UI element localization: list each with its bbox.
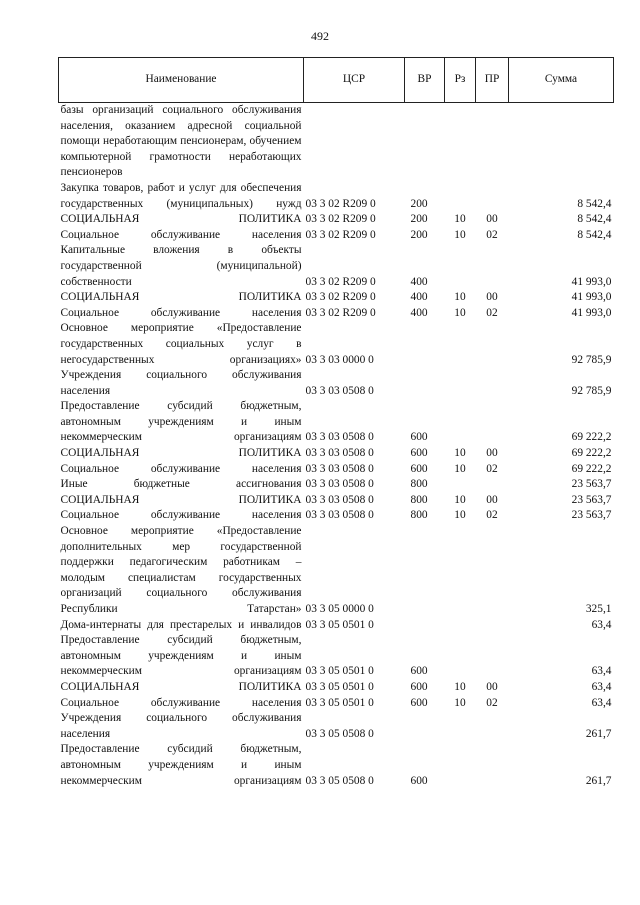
row-sum: 41 993,0 — [571, 306, 612, 319]
row-sum: 69 222,2 — [571, 447, 612, 460]
row-name: СОЦИАЛЬНАЯ ПОЛИТИКА — [60, 493, 302, 506]
table-row — [59, 462, 614, 478]
row-csr: 03 3 05 0501 0 — [305, 680, 374, 693]
row-csr: 03 3 03 0508 0 — [305, 431, 374, 444]
row-name: Предоставление субсидий бюджетным, автономным учреждениям и иным некоммерческим организациям — [60, 634, 302, 678]
row-sum: 23 563,7 — [571, 478, 612, 491]
table-row — [59, 477, 614, 493]
row-pr: 02 — [486, 696, 498, 709]
row-name: Социальное обслуживание населения — [60, 696, 302, 709]
row-name: СОЦИАЛЬНАЯ ПОЛИТИКА — [60, 680, 302, 693]
row-sum: 63,4 — [591, 680, 612, 693]
row-csr: 03 3 03 0508 0 — [305, 384, 374, 397]
row-csr: 03 3 03 0508 0 — [305, 478, 374, 491]
row-pr — [476, 742, 509, 789]
row-sum: 8 542,4 — [577, 197, 612, 210]
table-row — [59, 508, 614, 524]
page-number: 492 — [311, 29, 329, 43]
row-pr: 02 — [486, 306, 498, 319]
table-row — [59, 321, 614, 368]
table-row — [59, 493, 614, 509]
row-vr: 600 — [410, 680, 428, 693]
row-sum: 63,4 — [591, 665, 612, 678]
row-csr: 03 3 02 R209 0 — [305, 291, 376, 304]
table-row — [59, 306, 614, 322]
row-name: Учреждения социального обслуживания населения — [60, 369, 302, 397]
row-pr — [476, 399, 509, 446]
budget-table — [58, 57, 614, 789]
table-row — [59, 618, 614, 634]
row-vr: 400 — [410, 291, 428, 304]
row-pr — [476, 103, 509, 181]
table-body — [59, 103, 614, 790]
table-row — [59, 399, 614, 446]
row-csr: 03 3 02 R209 0 — [305, 275, 376, 288]
row-vr: 400 — [410, 275, 428, 288]
row-vr — [405, 711, 445, 742]
row-rz: 10 — [454, 291, 466, 304]
row-name: Социальное обслуживание населения — [60, 462, 302, 475]
table-header-row — [59, 58, 614, 103]
row-pr — [476, 321, 509, 368]
row-pr: 02 — [486, 228, 498, 241]
row-sum: 8 542,4 — [577, 213, 612, 226]
row-rz: 10 — [454, 493, 466, 506]
row-pr — [476, 243, 509, 290]
row-csr: 03 3 05 0501 0 — [305, 665, 374, 678]
row-rz: 10 — [454, 228, 466, 241]
row-name: Учреждения социального обслуживания населения — [60, 712, 302, 740]
row-rz — [445, 368, 476, 399]
table-row — [59, 524, 614, 618]
row-rz — [445, 103, 476, 181]
row-sum: 8 542,4 — [577, 228, 612, 241]
row-vr: 600 — [410, 462, 428, 475]
row-sum: 92 785,9 — [571, 384, 612, 397]
row-pr — [476, 477, 509, 493]
row-sum: 41 993,0 — [571, 291, 612, 304]
table-row — [59, 212, 614, 228]
row-pr: 00 — [486, 680, 498, 693]
row-name: Социальное обслуживание населения — [60, 509, 302, 522]
table-row — [59, 711, 614, 742]
row-pr: 02 — [486, 509, 498, 522]
row-csr: 03 3 03 0508 0 — [305, 447, 374, 460]
row-vr: 800 — [410, 509, 428, 522]
header-sum: Сумма — [509, 58, 614, 103]
row-name: СОЦИАЛЬНАЯ ПОЛИТИКА — [60, 447, 302, 460]
row-name: базы организаций социального обслуживания населения, оказанием адресной социальной помощи неработающим пенсионерам, обучением компьютерной грамотности неработающих пенсионеров — [60, 104, 302, 179]
row-vr — [405, 368, 445, 399]
row-pr — [476, 711, 509, 742]
table-row — [59, 696, 614, 712]
table-row — [59, 290, 614, 306]
row-sum — [509, 103, 614, 181]
row-sum: 63,4 — [591, 618, 612, 631]
row-rz: 10 — [454, 447, 466, 460]
row-name: Капитальные вложения в объекты государственной (муниципальной) собственности — [60, 244, 302, 288]
row-rz: 10 — [454, 306, 466, 319]
row-name: СОЦИАЛЬНАЯ ПОЛИТИКА — [60, 291, 302, 304]
row-pr — [476, 524, 509, 618]
row-name: Иные бюджетные ассигнования — [60, 478, 302, 491]
row-name: Предоставление субсидий бюджетным, автономным учреждениям и иным некоммерческим организациям — [60, 400, 302, 444]
row-csr: 03 3 02 R209 0 — [305, 306, 376, 319]
row-pr: 00 — [486, 493, 498, 506]
row-vr: 200 — [410, 213, 428, 226]
row-sum: 69 222,2 — [571, 462, 612, 475]
row-csr: 03 3 05 0508 0 — [305, 727, 374, 740]
row-vr: 200 — [410, 228, 428, 241]
row-sum: 23 563,7 — [571, 509, 612, 522]
row-vr: 600 — [410, 696, 428, 709]
table-row — [59, 680, 614, 696]
table-row — [59, 243, 614, 290]
row-rz: 10 — [454, 509, 466, 522]
row-sum: 261,7 — [585, 774, 612, 787]
row-csr: 03 3 05 0508 0 — [305, 774, 374, 787]
row-vr: 200 — [410, 197, 428, 210]
row-rz — [445, 711, 476, 742]
table-row — [59, 181, 614, 212]
row-csr: 03 3 05 0000 0 — [305, 603, 374, 615]
row-rz — [445, 181, 476, 212]
row-rz: 10 — [454, 680, 466, 693]
row-vr: 400 — [410, 306, 428, 319]
row-name: Основное мероприятие «Предоставление государственных социальных услуг в негосударственных организациях» — [60, 322, 302, 366]
header-name: Наименование — [59, 58, 304, 103]
row-csr: 03 3 03 0508 0 — [305, 462, 374, 475]
row-vr: 800 — [410, 478, 428, 491]
row-name: Предоставление субсидий бюджетным, автономным учреждениям и иным некоммерческим организациям — [60, 743, 302, 787]
row-pr: 00 — [486, 291, 498, 304]
table-row — [59, 368, 614, 399]
row-vr — [405, 618, 445, 634]
row-rz — [445, 742, 476, 789]
row-csr: 03 3 03 0508 0 — [305, 509, 374, 522]
row-sum: 92 785,9 — [571, 353, 612, 366]
row-rz — [445, 633, 476, 680]
row-name: Социальное обслуживание населения — [60, 228, 302, 241]
row-name: Дома-интернаты для престарелых и инвалидов — [60, 618, 302, 631]
row-vr: 600 — [410, 431, 428, 444]
row-name: Закупка товаров, работ и услуг для обеспечения государственных (муниципальных) нужд — [60, 181, 302, 210]
row-vr: 600 — [410, 447, 428, 460]
header-rz: Рз — [445, 58, 476, 103]
row-rz — [445, 399, 476, 446]
row-name: Социальное обслуживание населения — [60, 306, 302, 319]
row-vr: 600 — [410, 774, 428, 787]
row-rz — [445, 477, 476, 493]
row-csr: 03 3 05 0501 0 — [305, 696, 374, 709]
row-csr: 03 3 05 0501 0 — [305, 618, 374, 631]
row-sum: 325,1 — [585, 603, 612, 615]
row-pr: 02 — [486, 462, 498, 475]
row-csr: 03 3 02 R209 0 — [305, 228, 376, 241]
row-csr: 03 3 02 R209 0 — [305, 213, 376, 226]
row-csr — [304, 103, 405, 181]
row-csr: 03 3 03 0000 0 — [305, 353, 374, 366]
row-sum: 69 222,2 — [571, 431, 612, 444]
row-pr — [476, 633, 509, 680]
row-rz: 10 — [454, 462, 466, 475]
row-vr: 600 — [410, 665, 428, 678]
row-pr — [476, 181, 509, 212]
row-pr: 00 — [486, 213, 498, 226]
header-pr: ПР — [476, 58, 509, 103]
row-pr — [476, 618, 509, 634]
header-vr: ВР — [405, 58, 445, 103]
table-row — [59, 446, 614, 462]
row-name: СОЦИАЛЬНАЯ ПОЛИТИКА — [60, 213, 302, 226]
row-rz — [445, 243, 476, 290]
row-rz — [445, 524, 476, 618]
table-row — [59, 103, 614, 181]
table-row — [59, 742, 614, 789]
row-csr: 03 3 03 0508 0 — [305, 493, 374, 506]
row-rz: 10 — [454, 213, 466, 226]
row-rz — [445, 321, 476, 368]
row-pr: 00 — [486, 447, 498, 460]
row-vr — [405, 103, 445, 181]
row-vr — [405, 524, 445, 618]
row-vr — [405, 321, 445, 368]
table-row — [59, 228, 614, 244]
row-sum: 41 993,0 — [571, 275, 612, 288]
row-pr — [476, 368, 509, 399]
row-csr: 03 3 02 R209 0 — [305, 197, 376, 210]
row-rz — [445, 618, 476, 634]
row-name: Основное мероприятие «Предоставление дополнительных мер государственной поддержки педагогическим работникам – молодым специалистам государственных организаций социального обслуживания Республики Татарстан» — [60, 525, 302, 615]
row-rz: 10 — [454, 696, 466, 709]
header-csr: ЦСР — [304, 58, 405, 103]
row-sum: 261,7 — [585, 727, 612, 740]
table-row — [59, 633, 614, 680]
row-vr: 800 — [410, 493, 428, 506]
row-sum: 63,4 — [591, 696, 612, 709]
row-sum: 23 563,7 — [571, 493, 612, 506]
